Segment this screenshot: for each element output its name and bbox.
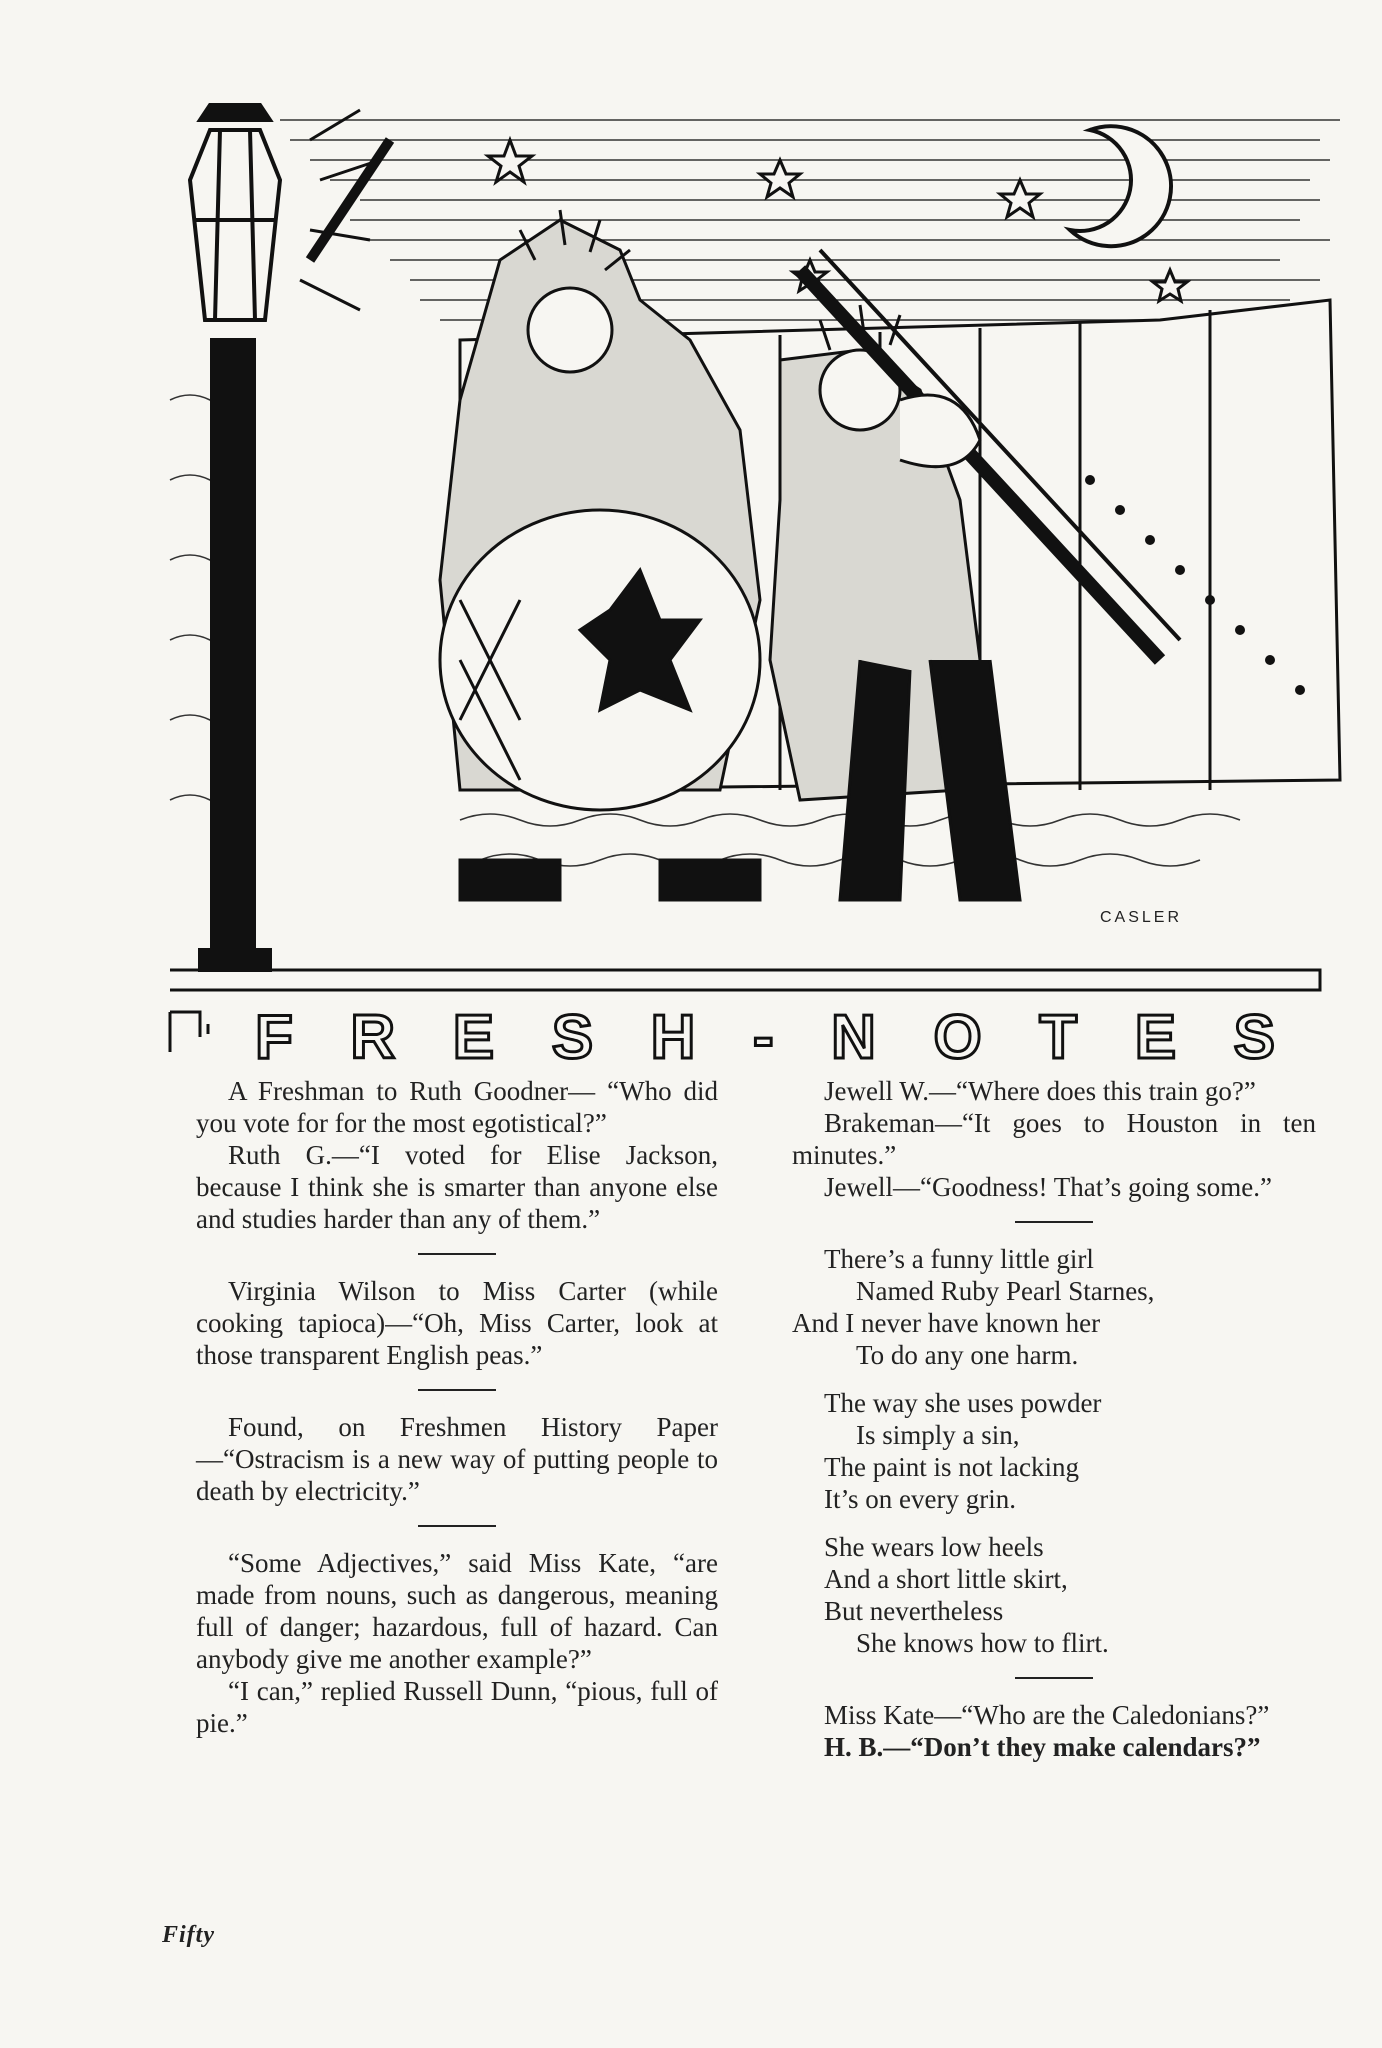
text-paragraph: “Some Adjectives,” said Miss Kate, “are made from nouns, such as dangerous, meaning full of danger; hazardous, full of hazard. Can anybody give me another example?”: [196, 1548, 718, 1674]
poem-line: And a short little skirt,: [824, 1564, 1068, 1594]
section-divider: [1015, 1221, 1093, 1223]
poem-line: She wears low heels: [824, 1532, 1044, 1562]
artist-signature: CASLER: [1100, 909, 1183, 926]
poem-line: There’s a funny little girl: [824, 1244, 1094, 1274]
text-paragraph: Jewell—“Goodness! That’s going some.”: [824, 1172, 1272, 1202]
poem-line: The way she uses powder: [824, 1388, 1102, 1418]
sidewalk-curb: [170, 970, 1320, 990]
poem-line: She knows how to flirt.: [856, 1628, 1109, 1658]
text-paragraph: Virginia Wilson to Miss Carter (while cooking tapioca)—“Oh, Miss Carter, look at those transparent English peas.”: [196, 1276, 718, 1370]
heading-title: FRESH-NOTES: [255, 1003, 1275, 1072]
drummer-figure: [310, 140, 760, 900]
poem-line: And I never have known her: [792, 1308, 1101, 1338]
text-paragraph: Found, on Freshmen History Paper—“Ostracism is a new way of putting people to death by electricity.”: [196, 1412, 718, 1506]
page-number: Fifty: [162, 1922, 215, 1948]
night-sky-hatching: [280, 120, 1340, 340]
left-column: [196, 1075, 718, 1739]
text-paragraph: Miss Kate—“Who are the Caledonians?”: [824, 1700, 1270, 1730]
text-paragraph: A Freshman to Ruth Goodner— “Who did you vote for for the most egotistical?”: [196, 1076, 718, 1138]
page-heading: [160, 1002, 1350, 1072]
heading-ornament: [170, 1012, 208, 1052]
poem-line: But nevertheless: [824, 1596, 1004, 1626]
text-paragraph: “I can,” replied Russell Dunn, “pious, full of pie.”: [196, 1676, 718, 1738]
poem-line: To do any one harm.: [856, 1340, 1079, 1370]
poem-stanza: [792, 1531, 1316, 1659]
fresh-notes-illustration: [160, 100, 1350, 1000]
section-divider: [418, 1525, 496, 1527]
poem-line: Is simply a sin,: [856, 1420, 1020, 1450]
right-column: [792, 1075, 1316, 1763]
text-paragraph: H. B.—“Don’t they make calendars?”: [824, 1732, 1261, 1762]
text-paragraph: Brakeman—“It goes to Houston in ten minutes.”: [792, 1108, 1316, 1170]
poem-stanza: [792, 1243, 1316, 1371]
section-divider: [1015, 1677, 1093, 1679]
poem-line: Named Ruby Pearl Starnes,: [856, 1276, 1155, 1306]
text-paragraph: Ruth G.—“I voted for Elise Jackson, because I think she is smarter than anyone else and studies harder than any of them.”: [196, 1140, 718, 1234]
text-paragraph: Jewell W.—“Where does this train go?”: [824, 1076, 1256, 1106]
section-divider: [418, 1253, 496, 1255]
poem-line: The paint is not lacking: [824, 1452, 1079, 1482]
section-divider: [418, 1389, 496, 1391]
poem-line: It’s on every grin.: [824, 1484, 1016, 1514]
street-lamp-icon: [190, 105, 380, 970]
poem-stanza: [792, 1387, 1316, 1515]
moon-icon: [1070, 126, 1171, 246]
